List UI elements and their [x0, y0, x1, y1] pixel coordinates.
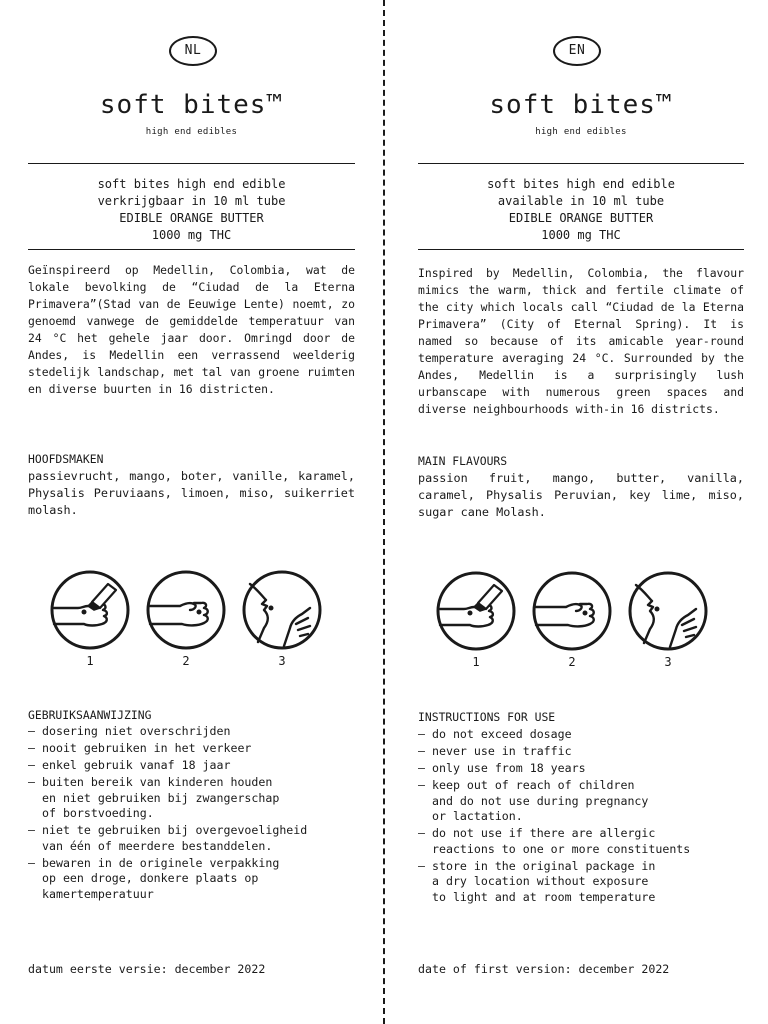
step-number: 1 — [472, 655, 480, 669]
product-line: 1000 mg THC — [151, 228, 232, 242]
instruction-item: – only use from 18 years — [418, 761, 744, 777]
step-1 — [48, 568, 132, 668]
product-line: soft bites high end edible — [487, 177, 675, 191]
step-number: 1 — [86, 654, 94, 668]
eat-from-hand-icon — [626, 569, 710, 653]
version-date: datum eerste versie: december 2022 — [28, 962, 266, 976]
story-text: Geïnspireerd op Medellin, Colombia, wat de lokale bevolking de “Ciudad de la Eterna Primavera”(Stad van de Eeuwige Lente) noemt, zo genoemd vanwege de gemiddelde temperatuur van 24 °C het gehele jaar door. Omringd door de Andes, is Medellin een verrassend weelderig stedelijk landschap, met tal van groene ruimten en diverse buurten in 16 districten. — [28, 263, 355, 396]
instructions-list — [418, 727, 744, 907]
instruction-item: – dosering niet overschrijden — [28, 724, 355, 740]
flavours-heading: MAIN FLAVOURS — [418, 454, 508, 468]
cut-line — [383, 0, 385, 1024]
brand-name: soft bites™ — [489, 90, 673, 120]
step-number: 3 — [664, 655, 672, 669]
instruction-item: – bewaren in de originele verpakking op een droge, donkere plaats op kamertemperatuur — [28, 856, 355, 903]
instruction-item: – keep out of reach of children and do not use during pregnancy or lactation. — [418, 778, 744, 825]
usage-steps — [28, 568, 328, 668]
instruction-item: – niet te gebruiken bij overgevoeligheid van één of meerdere bestanddelen. — [28, 823, 355, 854]
flavours-text: passievrucht, mango, boter, vanille, karamel, Physalis Peruviaans, limoen, miso, suikerriet molash. — [28, 469, 355, 517]
step-3 — [240, 568, 324, 668]
product-info — [418, 176, 744, 244]
usage-steps — [418, 569, 718, 669]
product-line: EDIBLE ORANGE BUTTER — [119, 211, 264, 225]
product-line: soft bites high end edible — [97, 177, 286, 191]
instruction-item: – do not exceed dosage — [418, 727, 744, 743]
brand-tagline: high end edibles — [535, 127, 627, 137]
product-info — [28, 176, 355, 244]
divider-rule — [28, 249, 355, 250]
instruction-item: – never use in traffic — [418, 744, 744, 760]
panel-english — [418, 0, 744, 1024]
brand-name: soft bites™ — [99, 90, 284, 120]
product-line: 1000 mg THC — [541, 228, 621, 242]
apply-from-tube-icon — [48, 568, 132, 652]
step-number: 2 — [568, 655, 576, 669]
instructions-list — [28, 724, 355, 904]
story-text: Inspired by Medellin, Colombia, the flavour mimics the warm, thick and fertile climate of the city which locals call “Ciudad de la Eterna Primavera” (City of Eternal Spring). It is named so because of its amicable year-round temperature averaging 24 °C. Surrounded by the Andes, Medellin is a surprisingly lush urbanscape with numerous green spaces and diverse neighbourhoods with-in 16 districts. — [418, 266, 744, 416]
step-number: 3 — [278, 654, 286, 668]
panel-dutch — [28, 0, 355, 1024]
language-badge-en: EN — [553, 36, 601, 66]
brand-tagline: high end edibles — [145, 127, 238, 137]
flavours-text: passion fruit, mango, butter, vanilla, caramel, Physalis Peruvian, key lime, miso, sugar cane Molash. — [418, 471, 744, 519]
divider-rule — [418, 163, 744, 164]
step-2 — [530, 569, 614, 669]
divider-rule — [418, 249, 744, 250]
instructions-heading: GEBRUIKSAANWIJZING — [28, 708, 152, 722]
instruction-item: – nooit gebruiken in het verkeer — [28, 741, 355, 757]
product-line: verkrijgbaar in 10 ml tube — [97, 194, 286, 208]
apply-from-tube-icon — [434, 569, 518, 653]
instructions-heading: INSTRUCTIONS FOR USE — [418, 710, 556, 724]
eat-from-hand-icon — [240, 568, 324, 652]
instruction-item: – buiten bereik van kinderen houden en niet gebruiken bij zwangerschap of borstvoeding. — [28, 775, 355, 822]
divider-rule — [28, 163, 355, 164]
version-date: date of first version: december 2022 — [418, 962, 670, 976]
step-number: 2 — [182, 654, 190, 668]
hand-dose-icon — [530, 569, 614, 653]
hand-dose-icon — [144, 568, 228, 652]
instruction-item: – store in the original package in a dry location without exposure to light and at room temperature — [418, 859, 744, 906]
product-line: EDIBLE ORANGE BUTTER — [508, 211, 654, 225]
product-line: available in 10 ml tube — [497, 194, 665, 208]
step-1 — [434, 569, 518, 669]
instruction-item: – do not use if there are allergic reactions to one or more constituents — [418, 826, 744, 857]
step-3 — [626, 569, 710, 669]
instruction-item: – enkel gebruik vanaf 18 jaar — [28, 758, 355, 774]
step-2 — [144, 568, 228, 668]
language-badge-nl: NL — [169, 36, 217, 66]
flavours-heading: HOOFDSMAKEN — [28, 452, 104, 466]
